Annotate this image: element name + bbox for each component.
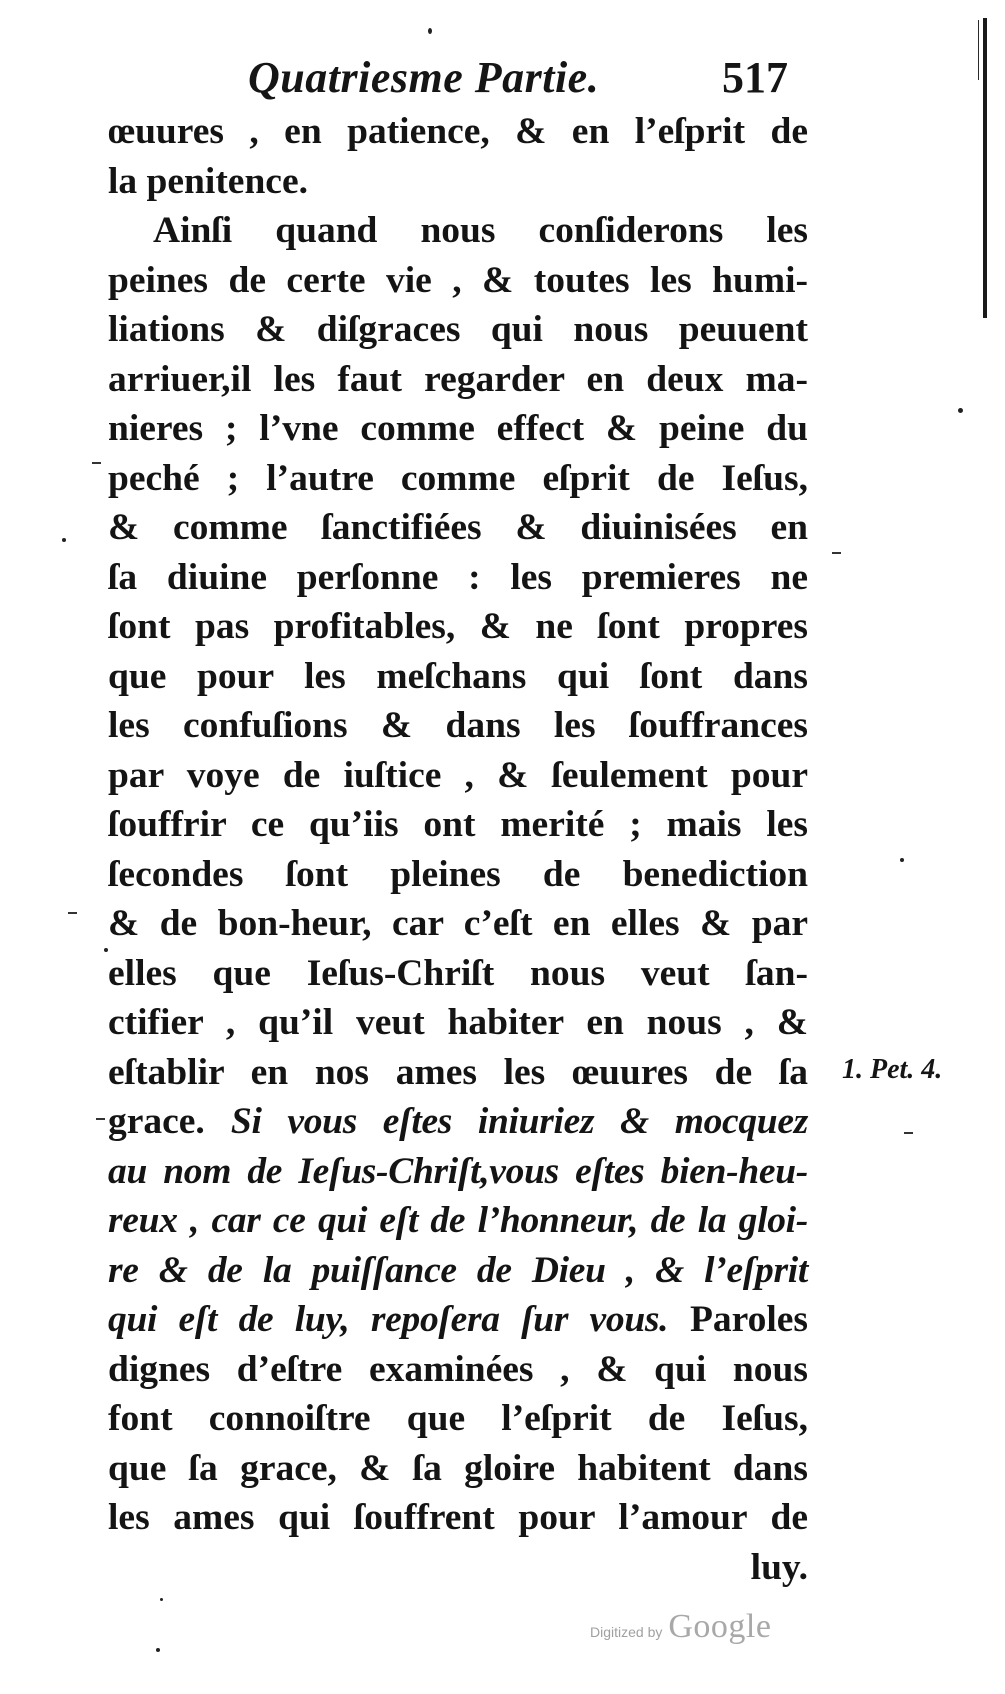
scan-dash xyxy=(68,912,77,914)
body-text-span: peines de certe vie , & toutes les humi- xyxy=(108,259,808,301)
scan-speck xyxy=(104,948,108,952)
text-line xyxy=(108,107,808,157)
text-line xyxy=(108,1246,808,1296)
scan-speck xyxy=(900,858,904,862)
body-text-span: & de bon-heur, car c’eſt en elles & par xyxy=(108,903,808,944)
body-text-span: la penitence. xyxy=(108,160,308,202)
body-text-span: elles que Ieſus-Chriſt nous veut ſan- xyxy=(108,952,808,994)
text-line xyxy=(108,1048,808,1098)
text-line xyxy=(108,949,808,999)
text-line xyxy=(108,751,808,801)
body-text-span: par voye de iuſtice , & ſeulement pour xyxy=(108,754,808,796)
scripture-quote-text: qui eſt de luy, repoſera ſur vous. xyxy=(108,1299,669,1340)
text-line xyxy=(108,1493,808,1543)
body-text xyxy=(108,107,808,1592)
text-line xyxy=(108,1444,808,1494)
scan-speck xyxy=(958,408,963,413)
body-text-span: Ainſi quand nous conſiderons les xyxy=(153,210,808,251)
body-text-span: liations & diſgraces qui nous peuuent xyxy=(108,309,808,350)
body-text-span: ctifier , qu’il veut habiter en nous , & xyxy=(108,1002,808,1043)
scan-speck xyxy=(160,1598,163,1601)
body-text-span: font connoiſtre que l’eſprit de Ieſus, xyxy=(108,1398,808,1439)
text-line xyxy=(108,602,808,652)
body-text-span: Paroles xyxy=(668,1299,808,1340)
running-head xyxy=(248,52,788,112)
body-text-span: ſecondes ſont pleines de benediction xyxy=(108,853,808,895)
body-text-span: œuures , en patience, & en l’eſprit de xyxy=(108,111,808,152)
text-line xyxy=(108,800,808,850)
text-line xyxy=(108,1394,808,1444)
scripture-quote-text: Si vous eſtes iniuriez & mocquez xyxy=(230,1101,809,1142)
text-line xyxy=(108,850,808,900)
text-line xyxy=(108,1097,808,1147)
body-text-span: ſa diuine perſonne : les premieres ne xyxy=(108,556,808,598)
body-text-span: les ames qui ſouffrent pour l’amour de xyxy=(108,1497,808,1538)
watermark-prefix: Digitized by xyxy=(590,1624,663,1640)
text-line xyxy=(108,355,808,405)
body-text-span: eſtablir en nos ames les œuures de ſa xyxy=(108,1051,808,1093)
text-line xyxy=(108,652,808,702)
body-text-span: luy. xyxy=(750,1546,808,1588)
page-number: 517 xyxy=(722,53,788,102)
binding-edge xyxy=(983,18,987,318)
text-line xyxy=(108,1345,808,1395)
body-text-span: dignes d’eſtre examinées , & qui nous xyxy=(108,1348,808,1390)
text-line xyxy=(108,1147,808,1197)
scan-speck xyxy=(428,28,432,34)
body-text-span: nieres ; l’vne comme effect & peine du xyxy=(108,408,808,449)
text-line xyxy=(108,305,808,355)
text-line xyxy=(108,404,808,454)
scan-dash xyxy=(96,1118,105,1120)
body-text-span: ſouffrir ce qu’iis ont merité ; mais les xyxy=(108,804,808,845)
scripture-quote-text: re & de la puiſſance de Dieu , & l’eſprit xyxy=(108,1249,808,1291)
text-line xyxy=(108,503,808,553)
text-line xyxy=(108,454,808,504)
scan-dash xyxy=(92,462,101,464)
body-text-span: & comme ſanctifiées & diuinisées en xyxy=(108,507,808,548)
scan-dash xyxy=(904,1132,913,1134)
text-line xyxy=(108,998,808,1048)
running-title: Quatriesme Partie. xyxy=(248,53,600,102)
body-text-span: grace. xyxy=(108,1101,231,1142)
text-line xyxy=(108,206,808,256)
body-text-span: les confuſions & dans les ſouffrances xyxy=(108,705,808,746)
digitized-by-google-watermark xyxy=(590,1608,771,1648)
text-line xyxy=(108,1543,808,1593)
scan-speck xyxy=(156,1648,160,1652)
text-line xyxy=(108,701,808,751)
binding-edge-shadow xyxy=(978,20,979,80)
body-text-span: que ſa grace, & ſa gloire habitent dans xyxy=(108,1447,808,1489)
body-text-span: arriuer,il les faut regarder en deux ma- xyxy=(108,358,808,400)
text-line xyxy=(108,157,808,207)
text-line xyxy=(108,1295,808,1345)
scan-dash xyxy=(832,552,841,554)
body-text-span: ſont pas profitables, & ne ſont propres xyxy=(108,606,808,647)
text-line xyxy=(108,256,808,306)
scripture-quote-text: reux , car ce qui eſt de l’honneur, de la gloi- xyxy=(108,1200,808,1241)
margin-note: 1. Pet. 4. xyxy=(842,1054,943,1085)
text-line xyxy=(108,1196,808,1246)
body-text-span: peché ; l’autre comme eſprit de Ieſus, xyxy=(108,457,808,499)
text-line xyxy=(108,899,808,949)
scripture-quote-text: au nom de Ieſus-Chriſt,vous eſtes bien-heu- xyxy=(108,1150,808,1192)
google-logo: Google xyxy=(668,1608,772,1645)
text-line xyxy=(108,553,808,603)
scan-speck xyxy=(62,538,66,542)
body-text-span: que pour les meſchans qui ſont dans xyxy=(108,655,808,697)
